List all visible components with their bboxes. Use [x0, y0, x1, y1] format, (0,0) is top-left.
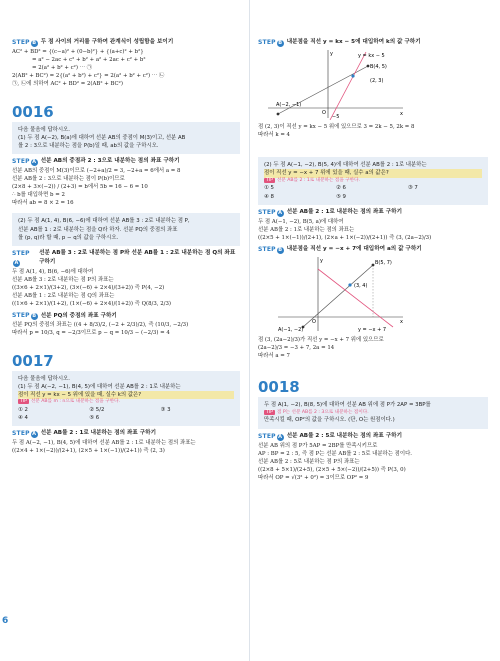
problem-text: (2) 두 점 A(−1, −2), B(5, 4)에 대하여 선분 AB를 2 : 1로 내분하는	[264, 162, 427, 169]
problem-box	[258, 157, 488, 204]
solution-line: ∴ b를 대입하면 b = 2	[12, 192, 65, 199]
step-header	[12, 38, 240, 47]
step-header	[258, 38, 488, 47]
solution-line: ((2×8 + 5×1)/(2+5), (2×5 + 5×(−2))/(2+5)) 즉 P(3, 0)	[258, 466, 406, 473]
answer-option[interactable]: ④ 8	[264, 193, 274, 200]
step-title: 선분 AB를 3 : 2로 내분하는 점 P와 선분 AB를 1 : 2로 내분하는 점 Q의 좌표 구하기	[39, 250, 236, 265]
point-label: B(5, 7)	[375, 259, 392, 266]
problem-text: (1) 두 점 A(−2), B(a)에 대하여 선분 AB의 중점이 M(3)이고, 선분 AB	[18, 134, 186, 141]
problem-text: (1) 두 점 A(−2, −1), B(4, 5)에 대하여 선분 AB를 2 : 1로 내분하는	[18, 383, 181, 390]
step-header	[258, 208, 488, 217]
point-a	[277, 113, 280, 116]
graph-line-y-neg-x-7	[258, 255, 488, 336]
problem-box	[12, 122, 240, 154]
step-title: 내분점을 직선 y = kx − 5에 대입하여 k의 값 구하기	[286, 39, 421, 46]
problem-text-highlight: 점이 직선 y = −x + 7 위에 있을 때, 실수 a의 값은?	[264, 169, 482, 177]
solution-line: 두 점 A(−2, −1), B(4, 5)에 대하여 선분 AB를 2 : 1로 내분하는 점의 좌표는	[12, 439, 196, 446]
step-title: 선분 AB의 중점과 2 : 3으로 내분하는 점의 좌표 구하기	[40, 158, 180, 165]
problem-number: 0016	[12, 102, 54, 121]
column-divider	[249, 0, 250, 661]
point-label: B(4, 5)	[370, 64, 387, 70]
solution-line: 따라서 ab = 8 × 2 = 16	[12, 200, 74, 207]
problem-number: 0017	[12, 351, 54, 370]
answer-options	[18, 406, 234, 422]
coordinate-graph	[258, 255, 408, 333]
step-badge: STEP A	[258, 208, 283, 216]
solution-line: AP : BP = 2 : 5, 즉 점 P는 선분 AB를 2 : 5로 내분하는 점이다.	[258, 450, 413, 457]
step-badge: STEP A	[12, 429, 37, 437]
problem-text: 두 점 A(1, −2), B(8, 5)에 대하여 선분 AB 위에 점 P가 2AP = 3BP를	[264, 402, 431, 409]
step-title: 선분 PQ의 중점의 좌표 구하기	[40, 312, 117, 319]
solution-line: AC² + BD² = {(c−a)² + (0−b)²} + {(a+c)² + b²}	[12, 49, 144, 55]
step-badge: STEP B	[12, 312, 37, 320]
answer-option[interactable]: ① 5	[264, 185, 274, 192]
solution-line: ((2×5 + 1×(−1))/(2+1), (2×a + 1×(−2))/(2+1)) 즉 (3, (2a−2)/3)	[258, 234, 432, 241]
solution-line: = 2(a² + b² + c²) ⋯ ㉠	[32, 65, 93, 72]
solution-line: 따라서 a = 7	[258, 353, 290, 360]
solution-line: 선분 AB를 1 : 2로 내분하는 점 Q의 좌표는	[12, 293, 115, 300]
solution-line: = a² − 2ac + c² + b² + a² + 2ac + c² + b²	[32, 57, 146, 64]
solution-line: ((3×6 + 2×1)/(3+2), (3×(−6) + 2×4)/(3+2)) 즉 P(4, −2)	[12, 284, 165, 291]
answer-option[interactable]: ① 2	[18, 406, 28, 413]
solution-line: 선분 AB 위의 점 P가 5AP = 2BP를 만족시키므로	[258, 442, 378, 449]
axis-label: y	[330, 51, 333, 57]
problem-box	[258, 397, 488, 428]
solution-line: (2×8 + 3×(−2)) / (2+3) = b에서 5b = 16 − 6 = 10	[12, 184, 148, 191]
step-title: 두 점 사이의 거리를 구하여 관계식이 성립함을 보이기	[40, 39, 174, 46]
problem-text: 다음 물음에 답하시오.	[18, 126, 71, 133]
solution-line: 2(AB² + BC²) = 2{(a² + b²) + c²} = 2(a² + b² + c²) ⋯ ㉡	[12, 73, 165, 80]
line-label: y = −x + 7	[358, 326, 387, 333]
left-column	[12, 0, 240, 455]
step-title: 내분점을 직선 y = −x + 7에 대입하여 a의 값 구하기	[286, 246, 422, 253]
step-header	[12, 429, 240, 438]
solution-line: 선분 AB를 2 : 1로 내분하는 점의 좌표는	[258, 226, 355, 233]
point-b	[372, 264, 375, 267]
answer-option[interactable]: ④ 4	[18, 414, 28, 421]
solution-line: ㉠, ㉡에 의하여 AC² + BD² = 2(AB² + BC²)	[12, 81, 123, 88]
step-header	[12, 157, 240, 166]
coordinate-graph	[258, 48, 408, 120]
problem-box	[12, 371, 240, 426]
problem-text: (2) 두 점 A(1, 4), B(6, −6)에 대하여 선분 AB를 3 : 2로 내분하는 점 P,	[18, 218, 190, 225]
solution-line: 점 (2, 3)이 직선 y = kx − 5 위에 있으므로 3 = 2k − 5, 2k = 8	[258, 124, 415, 131]
axis-label: x	[400, 318, 403, 325]
hint-text: 점 P는 선분 AB를 2 : 3으로 내분하는 점이다.	[276, 409, 369, 415]
point-label: (2, 3)	[370, 78, 384, 84]
answer-options	[264, 184, 482, 200]
point-marker	[348, 283, 351, 286]
answer-option[interactable]: ③ 7	[407, 185, 418, 192]
solution-line: ((1×6 + 2×1)/(1+2), (1×(−6) + 2×4)/(1+2)) 즉 Q(8/3, 2/3)	[12, 301, 171, 308]
line-label: y = kx − 5	[358, 53, 385, 59]
answer-option[interactable]: ③ 3	[160, 406, 171, 413]
solution-line: 선분 AB를 2 : 5로 내분하는 점 P의 좌표는	[258, 458, 360, 465]
solution-line: 두 점 A(1, 4), B(6, −6)에 대하여	[12, 268, 94, 275]
step-title: 선분 AB를 2 : 5로 내분하는 점의 좌표 구하기	[286, 432, 402, 439]
step-header	[12, 249, 240, 267]
step-header	[258, 245, 488, 254]
origin-label: O	[312, 318, 316, 325]
solution-line: (2a−2)/3 = −3 + 7, 2a = 14	[258, 345, 335, 352]
segment-ab	[303, 265, 373, 327]
point-marker	[351, 74, 354, 77]
axis-label: y	[320, 257, 323, 264]
page-number: 6	[2, 616, 9, 626]
point-label: A(−1, −2)	[278, 326, 304, 333]
problem-box	[12, 213, 240, 245]
problem-text: 다음 물음에 답하시오.	[18, 375, 71, 382]
step-badge: STEP B	[258, 39, 283, 46]
tick-label: −5	[332, 114, 340, 120]
point-label: A(−2, −1)	[276, 102, 302, 108]
problem-text: 선분 AB를 1 : 2로 내분하는 점을 Q라 하자. 선분 PQ의 중점의 좌표	[18, 226, 178, 233]
problem-number: 0018	[258, 378, 300, 397]
point-label: (3, 4)	[354, 282, 368, 289]
step-badge: STEPA	[12, 249, 30, 266]
solution-line: 따라서 p = 10/3, q = −2/3이므로 p − q = 10/3 − (−2/3) = 4	[12, 330, 170, 337]
solution-line: 선분 AB를 3 : 2로 내분하는 점 P의 좌표는	[12, 276, 114, 283]
solution-line: 선분 AB를 2 : 3으로 내분하는 점이 P(b)이므로	[12, 175, 125, 182]
solution-line: ((2×4 + 1×(−2))/(2+1), (2×5 + 1×(−1))/(2+1)) 즉 (2, 3)	[12, 448, 165, 455]
hint	[18, 399, 234, 406]
hint	[264, 178, 482, 185]
solution-line: 두 점 A(−1, −2), B(5, a)에 대하여	[258, 218, 344, 225]
step-badge: STEP B	[12, 39, 37, 46]
point-b	[367, 65, 370, 68]
problem-text-highlight: 점이 직선 y = kx − 5 위에 있을 때, 실수 k의 값은?	[18, 391, 234, 399]
right-column	[258, 0, 488, 482]
hint-tag: TIP	[20, 398, 27, 404]
step-title: 선분 AB를 2 : 1로 내분하는 점의 좌표 구하기	[286, 208, 402, 215]
solution-line: 따라서 k = 4	[258, 132, 290, 139]
answer-option[interactable]: ⑤ 9	[335, 193, 346, 200]
hint	[264, 410, 482, 417]
step-title: 선분 AB를 2 : 1로 내분하는 점의 좌표 구하기	[40, 430, 156, 437]
step-badge: STEP A	[258, 432, 283, 440]
answer-option[interactable]: ② 6	[335, 185, 346, 192]
step-header	[12, 311, 240, 320]
answer-option[interactable]: ⑤ 6	[89, 414, 100, 421]
step-badge: STEP B	[258, 245, 283, 253]
hint-text: 선분 AB를 2 : 1로 내분하는 점을 구한다.	[276, 177, 360, 183]
problem-text: 만족시킬 때, OP²의 값을 구하시오. (단, O는 원점이다.)	[264, 417, 395, 424]
line-kx-5	[330, 52, 366, 120]
line-neg-x-7	[318, 269, 393, 327]
solution-line: 따라서 OP = √(3² + 0²) = 3이므로 OP² = 9	[258, 474, 369, 481]
origin-label: O	[322, 110, 326, 116]
answer-option[interactable]: ② 5/2	[89, 406, 105, 413]
graph-line-y-kx-5	[258, 48, 488, 123]
hint-tag: TIP	[266, 409, 273, 415]
solution-line: 선분 AB의 중점이 M(3)이므로 (−2+a)/2 = 3, −2+a = 6에서 a = 8	[12, 167, 181, 174]
solution-line: 점 (3, (2a−2)/3)가 직선 y = −x + 7 위에 있으므로	[258, 337, 384, 344]
step-badge: STEP A	[12, 157, 37, 165]
step-header	[258, 432, 488, 441]
problem-text: 를 2 : 3으로 내분하는 점을 P(b)일 때, ab의 값을 구하시오.	[18, 142, 159, 149]
problem-text: 를 (p, q)라 할 때, p − q의 값을 구하시오.	[18, 234, 119, 241]
solution-line: 선분 PQ의 중점의 좌표는 ((4 + 8/3)/2, (−2 + 2/3)/2), 즉 (10/3, −2/3)	[12, 322, 189, 329]
hint-text: 선분 AB를 m : n으로 내분하는 점을 구한다.	[30, 398, 120, 404]
axis-label: x	[400, 111, 403, 117]
hint-tag: TIP	[266, 177, 273, 183]
